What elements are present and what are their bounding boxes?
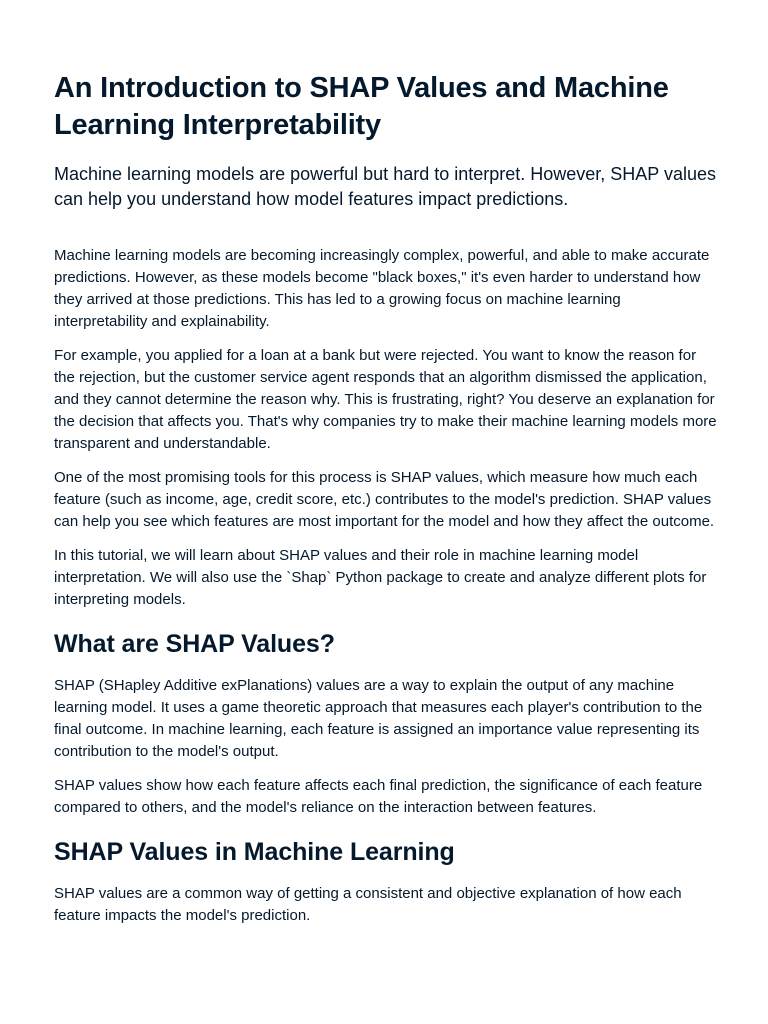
section-1-paragraph-1: SHAP (SHapley Additive exPlanations) values are a way to explain the output of any machine learning model. It uses a game theoretic approach that measures each player's contribution to the final outcome. In machine learning, each feature is assigned an importance value representing its contribution to the model's output. [54, 677, 703, 760]
section-heading-what-are-shap: What are SHAP Values? [54, 630, 335, 658]
section-heading-shap-in-ml: SHAP Values in Machine Learning [54, 838, 455, 866]
intro-paragraph-4: In this tutorial, we will learn about SHAP values and their role in machine learning model interpretation. We will also use the `Shap` Python package to create and analyze different plots for interpreting models. [54, 547, 707, 608]
article-title: An Introduction to SHAP Values and Machine Learning Interpretability [54, 72, 669, 141]
article [54, 70, 718, 939]
section-1-paragraph-2: SHAP values show how each feature affects each final prediction, the significance of each feature compared to others, and the model's reliance on the interaction between features. [54, 777, 703, 816]
section-2-paragraph-1: SHAP values are a common way of getting a consistent and objective explanation of how each feature impacts the model's prediction. [54, 885, 682, 924]
intro-paragraph-1: Machine learning models are becoming increasingly complex, powerful, and able to make accurate predictions. However, as these models become "black boxes," it's even harder to understand how they arrived at those predictions. This has led to a growing focus on machine learning interpretability and explainability. [54, 247, 710, 330]
article-subtitle: Machine learning models are powerful but hard to interpret. However, SHAP values can help you understand how model features impact predictions. [54, 164, 717, 209]
intro-paragraph-3: One of the most promising tools for this process is SHAP values, which measure how much each feature (such as income, age, credit score, etc.) contributes to the model's prediction. SHAP values can help you see which features are most important for the model and how they affect the outcome. [54, 469, 715, 530]
intro-paragraph-2: For example, you applied for a loan at a bank but were rejected. You want to know the reason for the rejection, but the customer service agent responds that an algorithm dismissed the application, and they cannot determine the reason why. This is frustrating, right? You deserve an explanation for the decision that affects you. That's why companies try to make their machine learning models more transparent and understandable. [54, 347, 717, 452]
